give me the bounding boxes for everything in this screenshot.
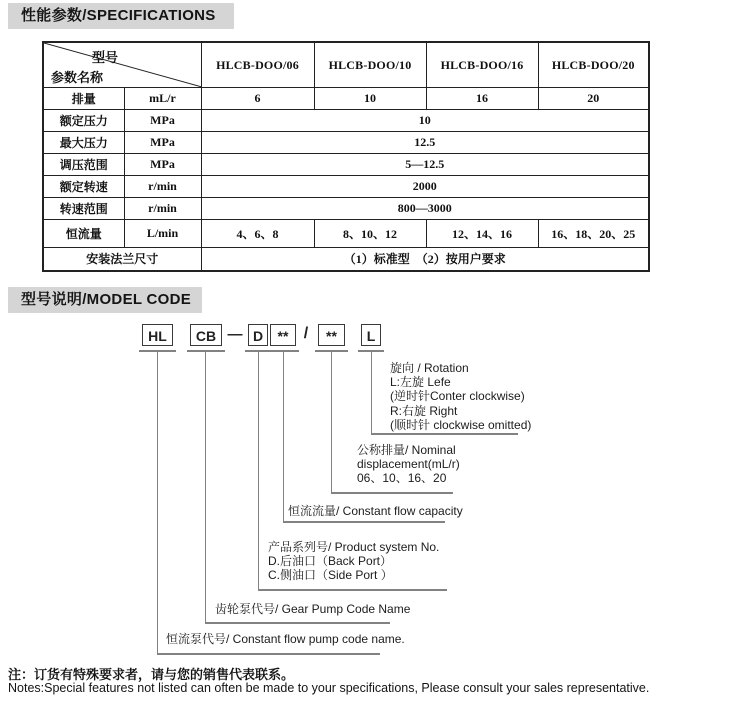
cell-value: 16、18、20、25 [538,220,649,248]
displacement-line-2: displacement(mL/r) [357,457,460,472]
row-label: 最大压力 [43,132,124,154]
cell-merged-value: 5—12.5 [201,154,649,176]
underline-displacement [331,492,453,494]
underline-pump [157,653,380,655]
callout-line-hl [157,350,158,653]
rotation-line-4: R:右旋 Right [390,403,458,418]
model-code-slash: / [303,325,309,342]
rotation-line-2: L:左旋 Lefe [390,375,451,390]
row-unit: MPa [124,110,201,132]
row-unit: mL/r [124,88,201,110]
table-row-constant-flow [43,220,649,248]
model-code-dash: — [227,326,243,343]
column-header-model-06: HLCB-DOO/06 [201,42,314,88]
displacement-callout [357,443,460,486]
rotation-line-3: (逆时针Conter clockwise) [390,389,525,404]
note-english: Notes:Special features not listed can often be made to your specifications, Please consult your sales representative. [8,681,650,695]
row-unit: L/min [124,220,201,248]
callout-line-cb [205,350,206,622]
cell-merged-value: （1）标准型 （2）按用户要求 [201,248,649,271]
model-code-box-cb: CB [190,324,222,346]
diagonal-corner-cell [43,42,201,88]
cell-merged-value: 10 [201,110,649,132]
cell-value: 10 [314,88,426,110]
row-label: 排量 [43,88,124,110]
cell-value: 6 [201,88,314,110]
underline-rotation [371,433,518,435]
row-label: 恒流量 [43,220,124,248]
corner-label-model: 型号 [92,50,119,65]
cell-merged-value: 800—3000 [201,198,649,220]
series-callout [268,540,439,583]
row-unit: MPa [124,132,201,154]
specifications-section-header: 性能参数/SPECIFICATIONS [8,3,234,29]
series-line-2: D.后油口（Back Port） [268,554,393,569]
underline-gear [205,622,390,624]
series-line-3: C.侧油口（Side Port ） [268,568,393,583]
specifications-table [42,41,650,272]
row-label: 额定压力 [43,110,124,132]
table-row-flange-size [43,248,649,271]
model-code-box-l: L [361,324,381,346]
cell-value: 12、14、16 [426,220,538,248]
underline-flow [283,521,445,523]
row-unit: r/min [124,198,201,220]
table-row-max-pressure [43,132,649,154]
table-row-rated-speed [43,176,649,198]
gear-callout: 齿轮泵代号/ Gear Pump Code Name [215,602,411,616]
row-label: 额定转速 [43,176,124,198]
rotation-line-1: 旋向 / Rotation [390,361,469,375]
cell-merged-value: 2000 [201,176,649,198]
table-row-displacement [43,88,649,110]
cell-value: 20 [538,88,649,110]
model-code-box-d: D [248,324,268,346]
row-label: 调压范围 [43,154,124,176]
cell-merged-value: 12.5 [201,132,649,154]
callout-line-l [371,350,372,433]
row-label: 转速范围 [43,198,124,220]
table-row-pressure-range [43,154,649,176]
corner-label-param: 参数名称 [51,70,104,85]
model-code-box-stars-1: ** [270,324,296,346]
table-header-row [43,42,649,88]
table-row-speed-range [43,198,649,220]
callout-line-stars-1 [283,350,284,521]
underline-series [258,589,447,591]
row-label: 安装法兰尺寸 [43,248,201,271]
row-unit: MPa [124,154,201,176]
pump-callout: 恒流泵代号/ Constant flow pump code name. [166,632,405,646]
table-row-rated-pressure [43,110,649,132]
row-unit: r/min [124,176,201,198]
rotation-callout [390,361,531,432]
column-header-model-16: HLCB-DOO/16 [426,42,538,88]
model-code-section-header: 型号说明/MODEL CODE [8,287,202,313]
displacement-line-1: 公称排量/ Nominal [357,443,456,457]
cell-value: 16 [426,88,538,110]
model-code-box-hl: HL [142,324,173,346]
rotation-line-5: (顺时针 clockwise omitted) [390,417,532,432]
flow-callout: 恒流流量/ Constant flow capacity [288,504,463,518]
note-chinese: 注：订货有特殊要求者，请与您的销售代表联系。 [8,667,295,682]
callout-line-d [258,350,259,589]
displacement-line-3: 06、10、16、20 [357,471,447,486]
cell-value: 8、10、12 [314,220,426,248]
column-header-model-20: HLCB-DOO/20 [538,42,649,88]
series-line-1: 产品系列号/ Product system No. [268,540,440,554]
model-code-box-stars-2: ** [318,324,345,346]
tick-under-cb [187,350,225,352]
cell-value: 4、6、8 [201,220,314,248]
column-header-model-10: HLCB-DOO/10 [314,42,426,88]
callout-line-stars-2 [331,350,332,492]
